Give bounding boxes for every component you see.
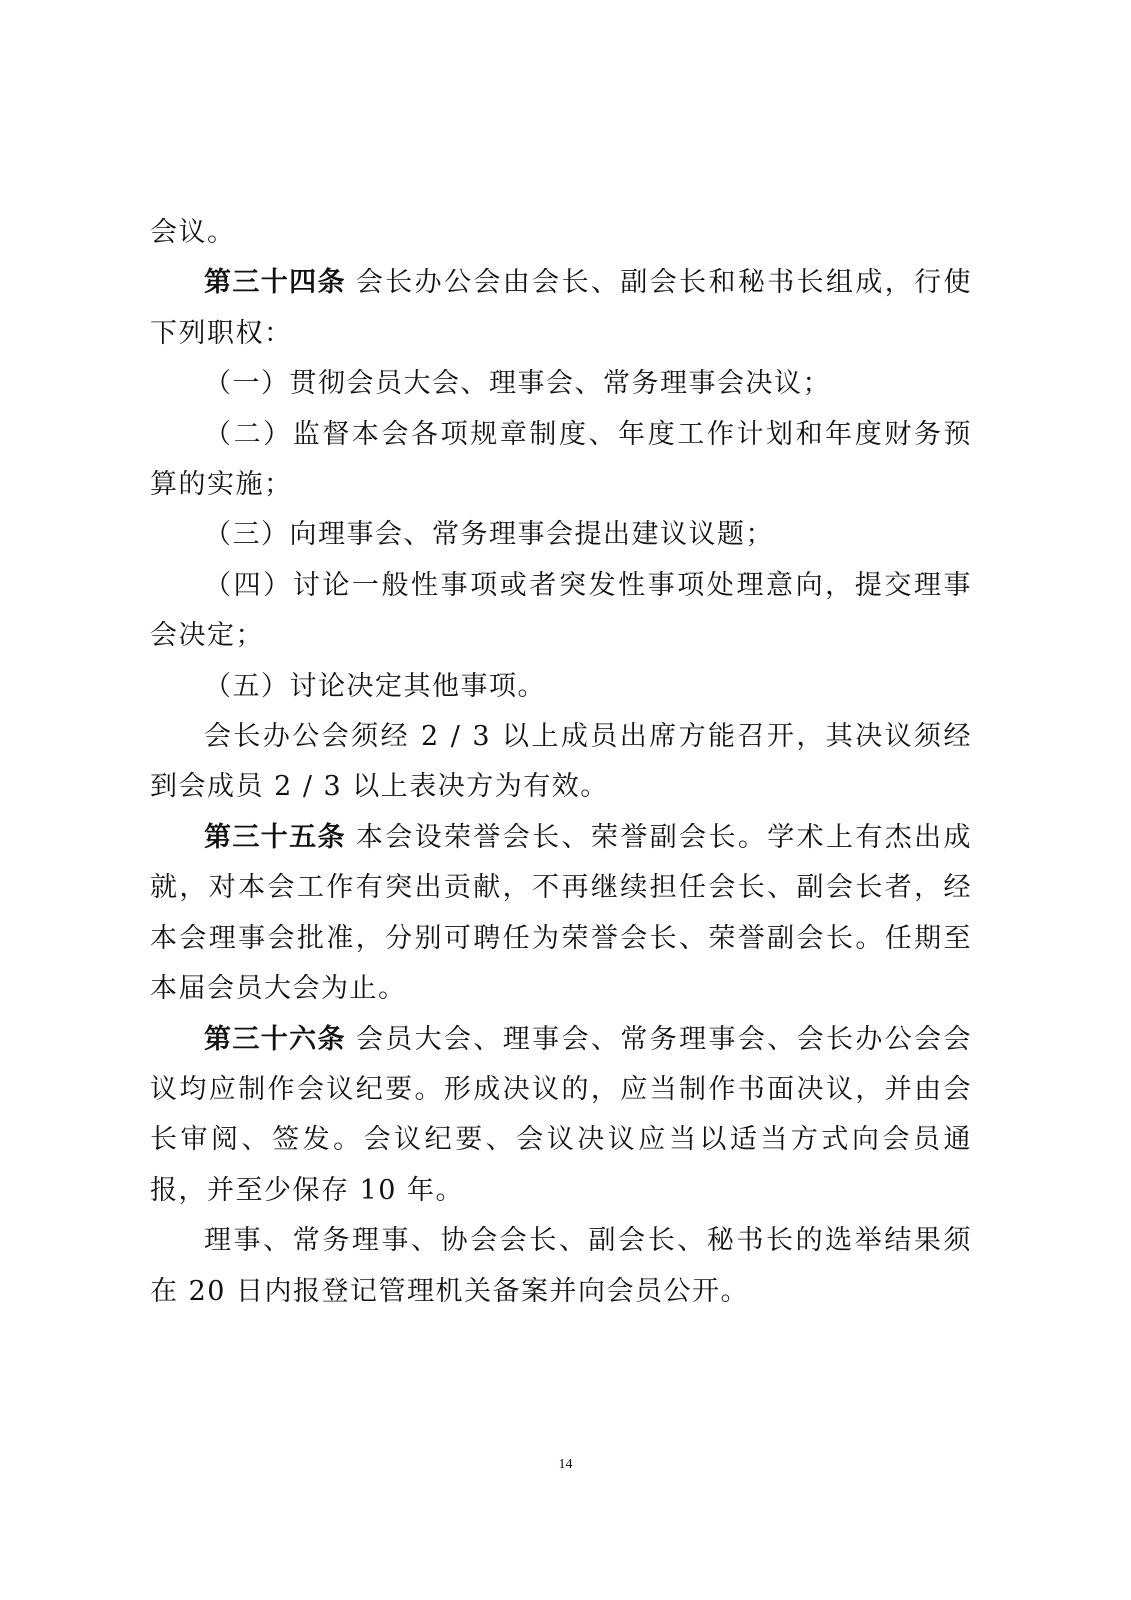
- paragraph-text: （五）讨论决定其他事项。: [204, 670, 546, 702]
- paragraph-text: （四）讨论一般性事项或者突发性事项处理意向，提交理事会决定；: [150, 569, 972, 652]
- paragraph-text: 会长办公会须经 2 / 3 以上成员出席方能召开，其决议须经到会成员 2 / 3 以上表决方为有效。: [150, 721, 972, 803]
- paragraph-continuation: [150, 208, 972, 258]
- paragraph-text: （二）监督本会各项规章制度、年度工作计划和年度财务预算的实施；: [150, 418, 972, 501]
- paragraph-text: （三）向理事会、常务理事会提出建议议题；: [204, 519, 774, 551]
- paragraph-text: （一）贯彻会员大会、理事会、常务理事会决议；: [204, 368, 831, 400]
- article-heading: 第三十六条: [204, 1023, 346, 1055]
- article-35: [150, 813, 972, 1015]
- paragraph-text: 会议。: [150, 217, 236, 248]
- article-34: [150, 258, 972, 359]
- paragraph-text: 会员大会、理事会、常务理事会、会长办公会会议均应制作会议纪要。形成决议的，应当制作书面决议，并由会长审阅、签发。会议纪要、会议决议应当以适当方式向会员通报，并至少保存 10 年。: [150, 1023, 973, 1206]
- paragraph-text: 本会设荣誉会长、荣誉副会长。学术上有杰出成就，对本会工作有突出贡献，不再继续担任会长、副会长者，经本会理事会批准，分别可聘任为荣誉会长、荣誉副会长。任期至本届会员大会为止。: [150, 821, 973, 1005]
- article-heading: 第三十五条: [204, 821, 346, 853]
- list-item-2: [150, 410, 972, 511]
- list-item-3: [150, 510, 972, 560]
- article-heading: 第三十四条: [204, 267, 346, 299]
- election-results-paragraph: [150, 1216, 972, 1317]
- page-number: 14: [558, 1457, 573, 1472]
- list-item-5: [150, 662, 972, 712]
- quorum-paragraph: [150, 712, 972, 813]
- paragraph-text: 会长办公会由会长、副会长和秘书长组成，行使下列职权：: [150, 267, 973, 349]
- article-36: [150, 1015, 972, 1217]
- paragraph-text: 理事、常务理事、协会会长、副会长、秘书长的选举结果须在 20 日内报登记管理机关备案并向会员公开。: [150, 1225, 972, 1307]
- list-item-4: [150, 561, 972, 662]
- document-body: [150, 208, 972, 1317]
- list-item-1: [150, 359, 972, 409]
